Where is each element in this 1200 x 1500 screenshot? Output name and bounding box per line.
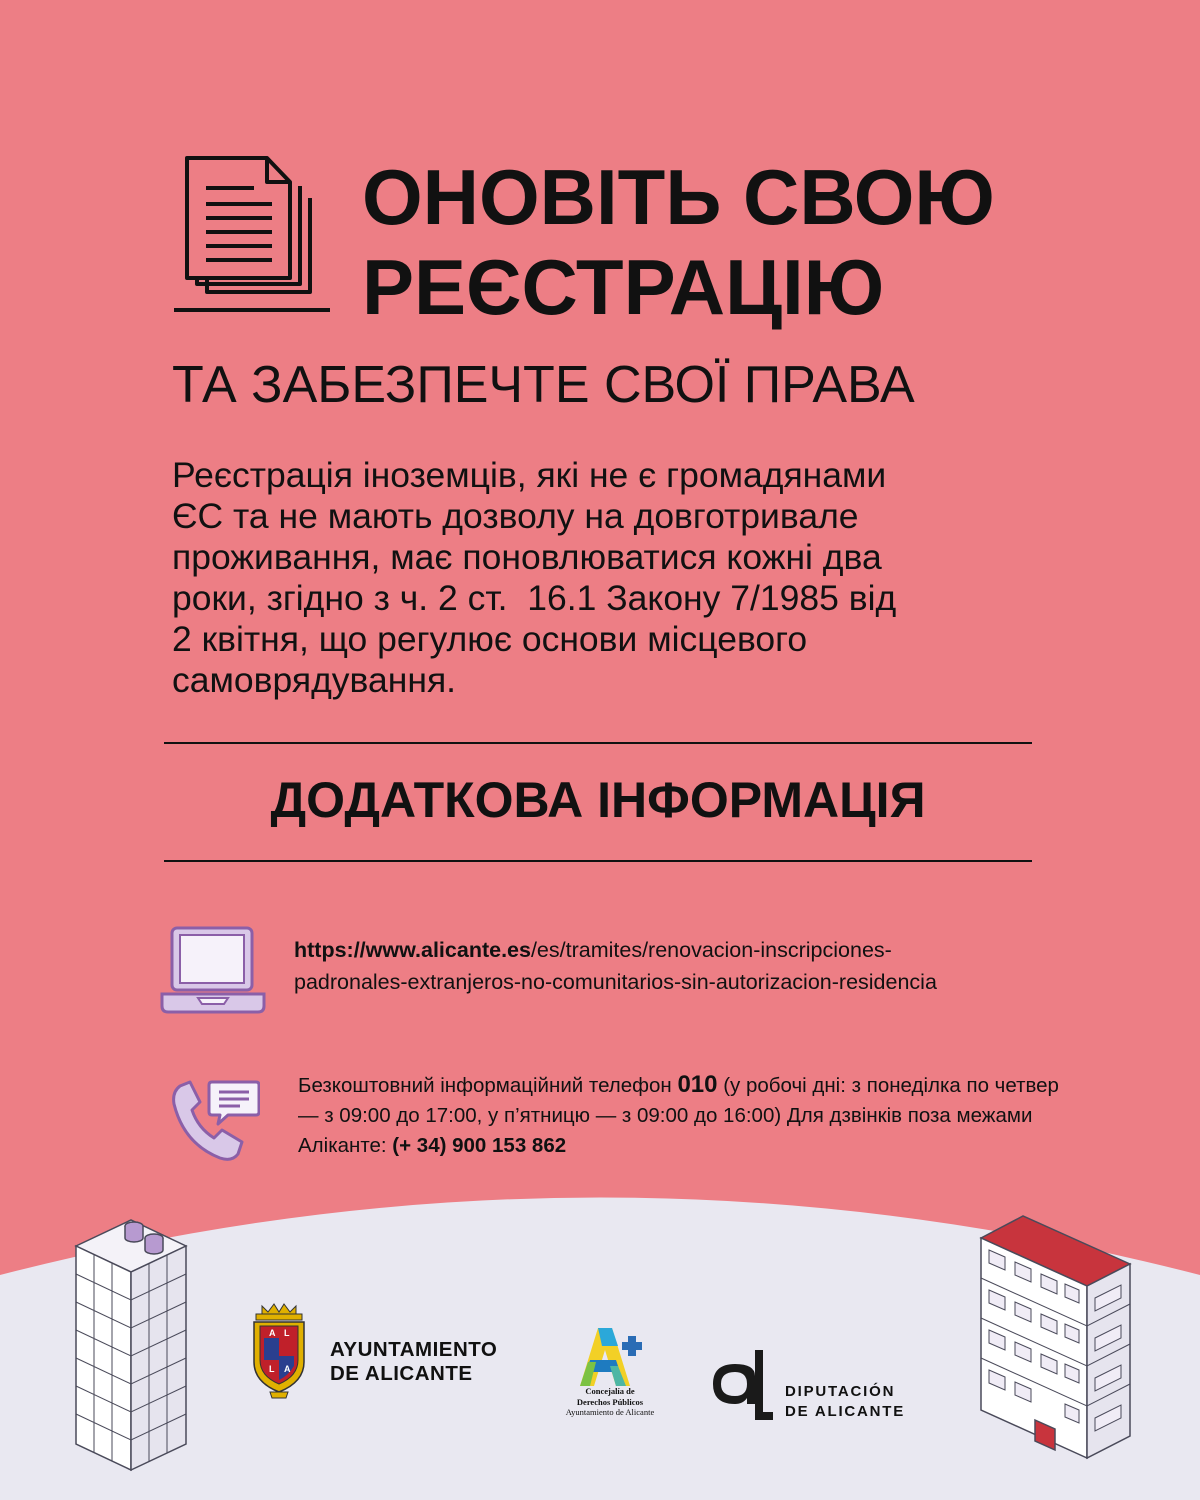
url-path-line1: /es/tramites/renovacion-inscripciones- <box>530 938 892 962</box>
left-building-illustration <box>66 1212 196 1474</box>
crest-letter: L <box>269 1364 275 1374</box>
concejalia-line2: Derechos Públicos <box>576 1396 644 1407</box>
concejalia-logo-mark <box>568 1322 648 1390</box>
concejalia-line3: Ayuntamiento de Alicante <box>565 1407 655 1417</box>
diputacion-name <box>785 1382 905 1422</box>
phone-info <box>298 1070 1068 1161</box>
phone-intro: Безкоштовний інформаційний телефон <box>298 1074 678 1097</box>
phone-hours: (у робочі дні: з понеділка по четвер — з 09:00 до 17:00, у п’ятницю — з 09:00 до 16:00) Для дзвінків поза межами Аліканте: <box>298 1074 1059 1157</box>
body-line: роки, згідно з ч. 2 ст. 16.1 Закону 7/1985 від <box>172 578 897 618</box>
ayuntamiento-name <box>330 1338 497 1386</box>
body-line: самоврядування. <box>172 660 457 700</box>
body-paragraph <box>172 455 1052 701</box>
crest-letter: A <box>269 1328 276 1338</box>
laptop-icon <box>158 924 268 1016</box>
concejalia-name <box>545 1386 675 1418</box>
concejalia-line1: Concejalía de <box>585 1386 635 1396</box>
additional-info-heading: ДОДАТКОВА ІНФОРМАЦІЯ <box>270 772 926 828</box>
website-link[interactable] <box>294 934 937 998</box>
alicante-crest-logo <box>248 1300 310 1400</box>
body-line: проживання, має поновлюватися кожні два <box>172 537 882 577</box>
divider-top <box>164 742 1032 744</box>
phone-chat-icon <box>168 1072 260 1164</box>
url-path-line2: padronales-extranjeros-no-comunitarios-sin-autorizacion-residencia <box>294 970 937 994</box>
divider-bottom <box>164 860 1032 862</box>
right-building-illustration <box>975 1208 1135 1470</box>
crest-letter: A <box>284 1364 291 1374</box>
phone-number[interactable]: 010 <box>677 1071 718 1098</box>
ayuntamiento-line1: AYUNTAMIENTO <box>330 1338 498 1361</box>
body-line: ЄС та не мають дозволу на довготривале <box>172 496 859 536</box>
title-line-2: РЕЄСТРАЦІЮ <box>362 243 885 331</box>
crest-letter: L <box>284 1328 290 1338</box>
diputacion-line2: DE ALICANTE <box>785 1403 906 1420</box>
diputacion-logo-mark <box>705 1346 775 1422</box>
page-title <box>362 152 995 332</box>
url-domain: https://www.alicante.es <box>294 938 531 962</box>
ayuntamiento-line2: DE ALICANTE <box>330 1362 473 1385</box>
diputacion-line1: DIPUTACIÓN <box>785 1383 896 1400</box>
page-subtitle: ТА ЗАБЕЗПЕЧТЕ СВОЇ ПРАВА <box>172 356 915 414</box>
title-line-1: ОНОВІТЬ СВОЮ <box>362 153 995 241</box>
body-line: Реєстрація іноземців, які не є громадянами <box>172 455 887 495</box>
document-icon <box>172 152 332 322</box>
phone-international[interactable]: (+ 34) 900 153 862 <box>392 1134 567 1157</box>
body-line: 2 квітня, що регулює основи місцевого <box>172 619 808 659</box>
